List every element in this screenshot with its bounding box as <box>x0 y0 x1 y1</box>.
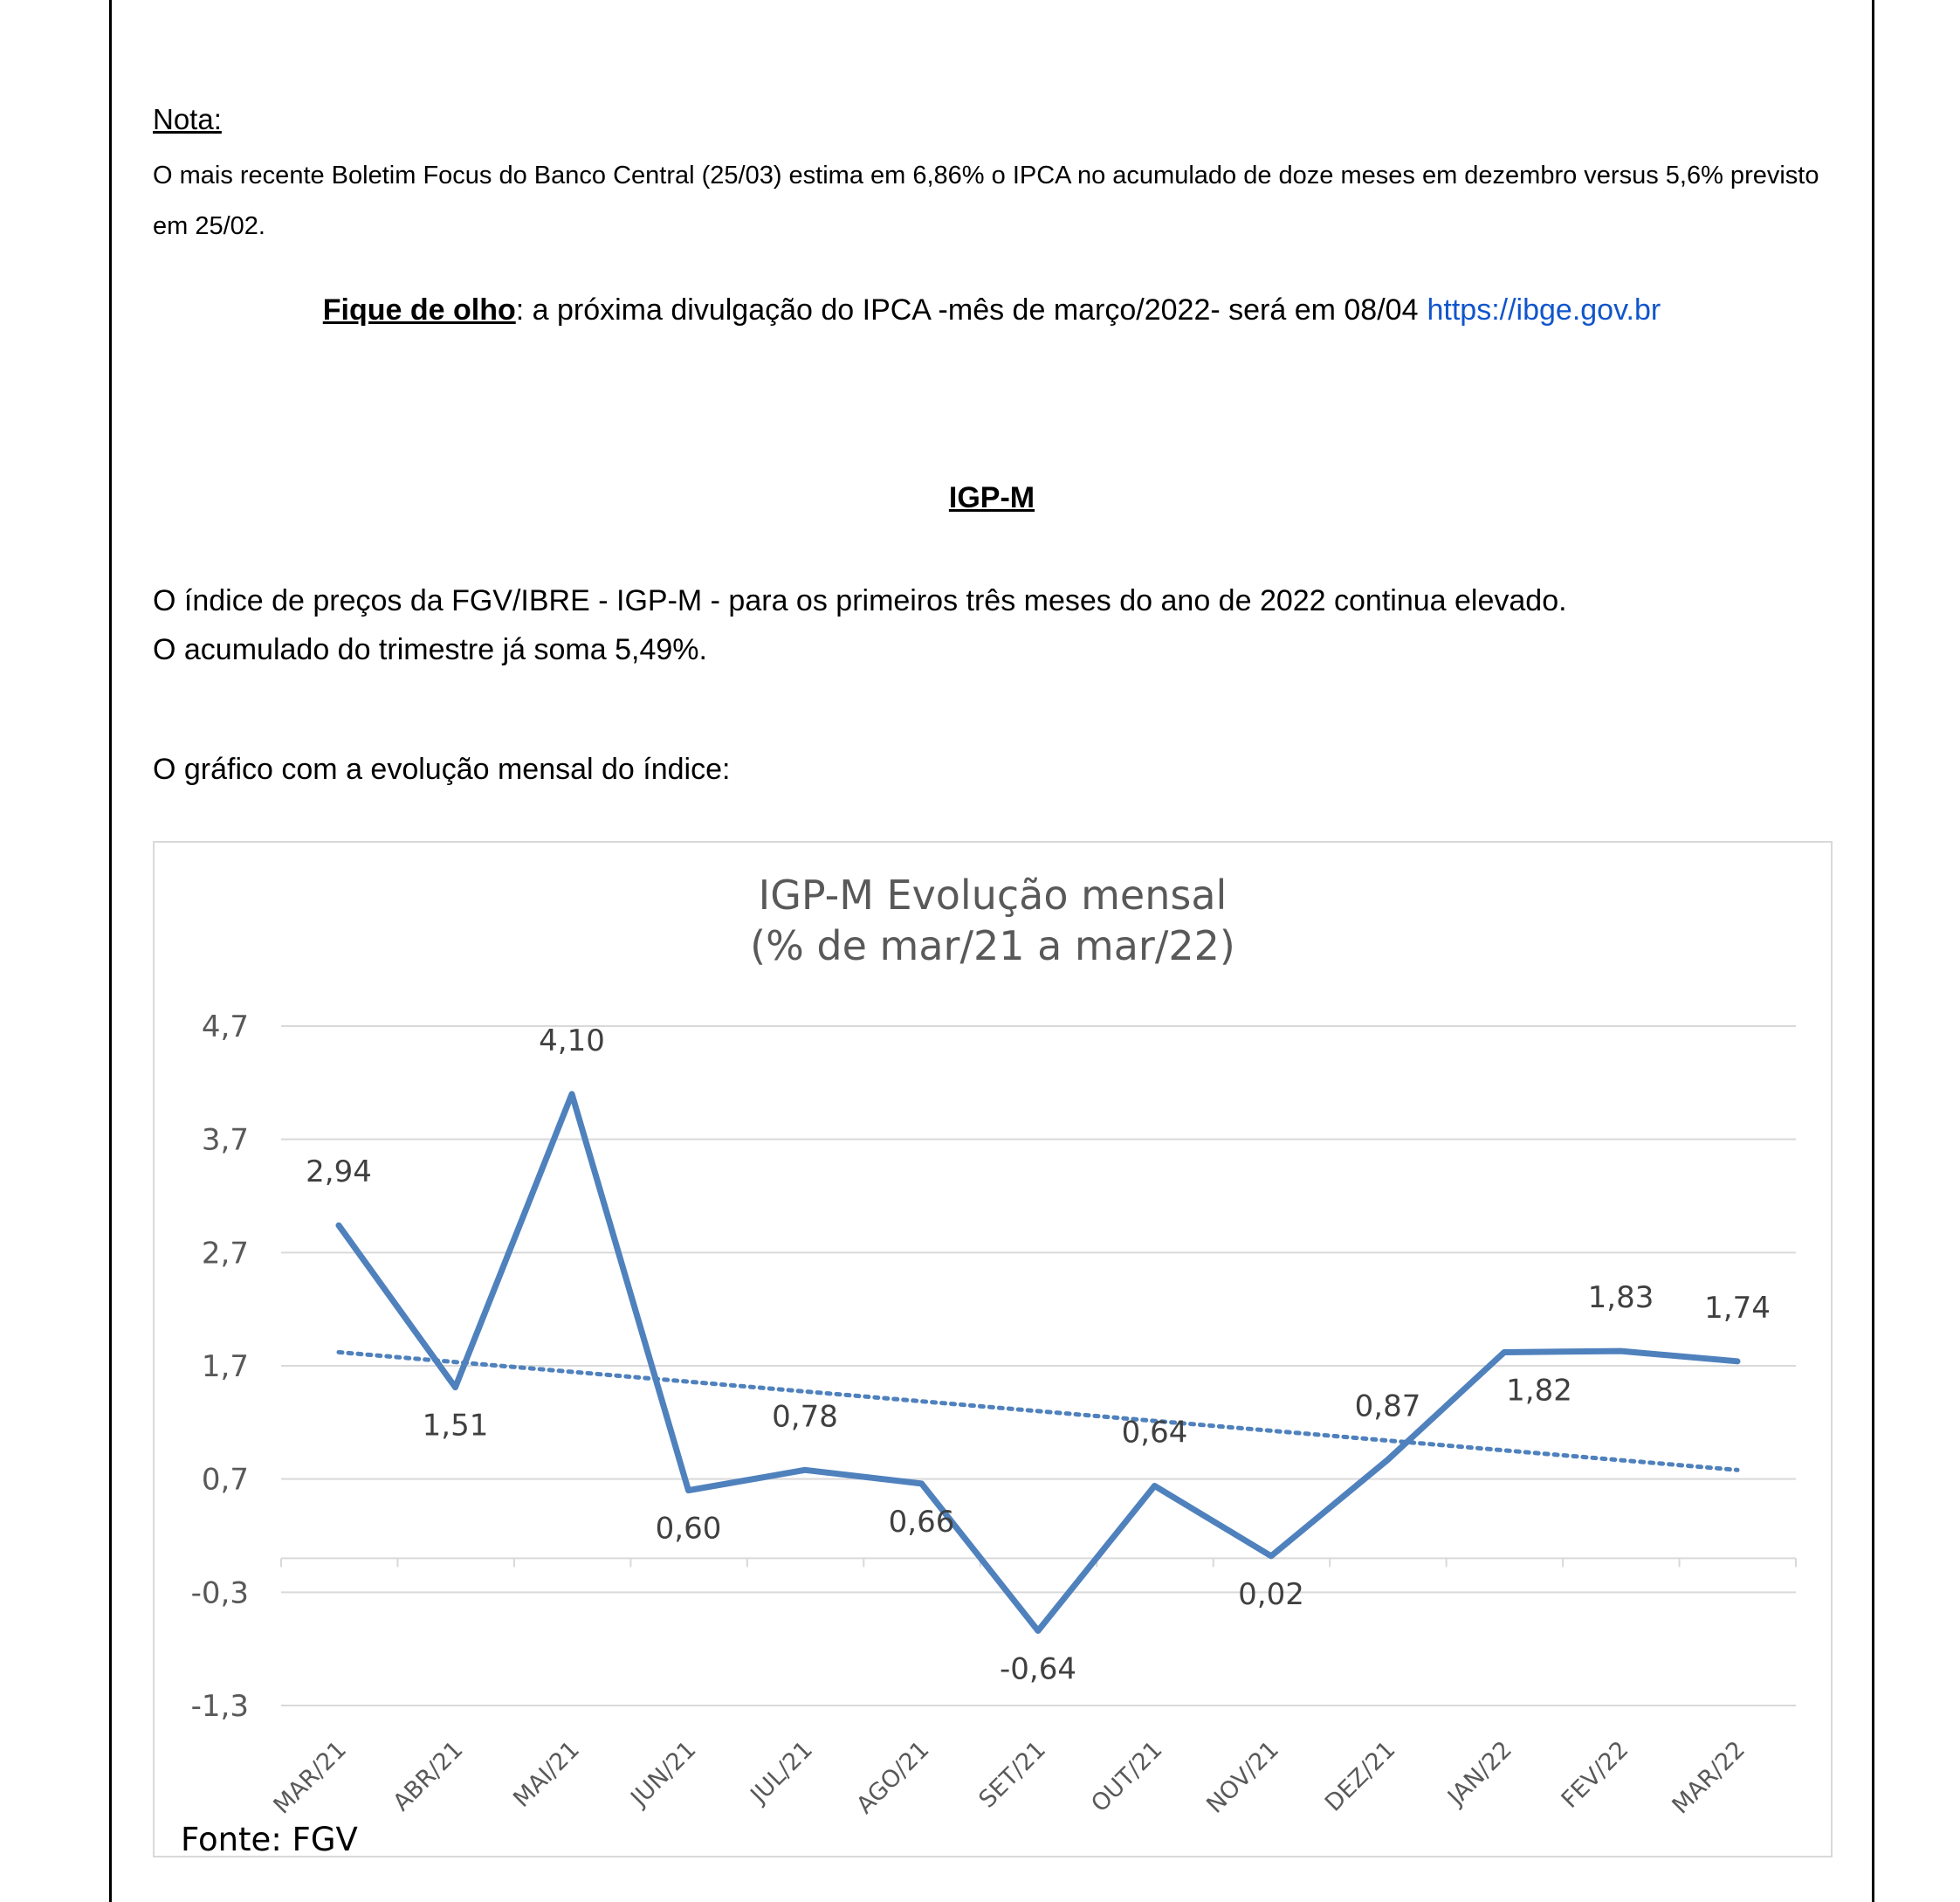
x-tick-label: MAR/21 <box>268 1736 352 1820</box>
data-point <box>1502 1349 1507 1354</box>
chart-source: Fonte: FGV <box>181 1821 358 1858</box>
data-label: 1,74 <box>1704 1290 1771 1326</box>
data-label: 1,83 <box>1587 1280 1654 1316</box>
data-label: 0,78 <box>772 1399 838 1435</box>
data-point <box>1735 1359 1740 1364</box>
fique-de-olho-line <box>112 293 1872 327</box>
data-point <box>569 1092 574 1097</box>
y-tick-label: -1,3 <box>190 1689 249 1724</box>
y-tick-label: 0,7 <box>201 1462 249 1498</box>
intro-line-2: O acumulado do trimestre já soma 5,49%. <box>153 633 707 666</box>
x-tick-label: OUT/21 <box>1086 1736 1168 1818</box>
x-tick-label: MAR/22 <box>1667 1736 1750 1820</box>
data-point <box>453 1385 458 1390</box>
x-tick-label: JAN/22 <box>1442 1736 1517 1811</box>
trendline <box>339 1352 1737 1470</box>
x-tick-label: FEV/22 <box>1556 1736 1634 1814</box>
chart-subtitle: (% de mar/21 a mar/22) <box>750 922 1235 969</box>
data-point <box>336 1223 341 1228</box>
chart-container <box>153 841 1833 1857</box>
note-text: O mais recente Boletim Focus do Banco Central (25/03) estima em 6,86% o IPCA no acumulado de doze meses em dezembro versus 5,6% previsto em 25/02. <box>153 162 1819 240</box>
x-tick-label: MAI/21 <box>508 1736 585 1813</box>
data-point <box>1269 1554 1274 1559</box>
intro-paragraph <box>153 576 1567 674</box>
data-label: 0,02 <box>1238 1576 1304 1612</box>
fique-de-olho-label: Fique de olho <box>322 293 516 327</box>
document-page <box>109 0 1874 1902</box>
x-tick-label: JUN/21 <box>625 1736 702 1812</box>
x-tick-label: ABR/21 <box>388 1736 469 1817</box>
data-label: 1,51 <box>422 1408 489 1444</box>
data-point <box>919 1481 925 1486</box>
data-label: 0,66 <box>888 1504 955 1540</box>
chart-intro-paragraph: O gráfico com a evolução mensal do índice: <box>153 753 731 786</box>
section-title: IGP-M <box>948 481 1035 514</box>
data-point <box>1035 1628 1041 1633</box>
data-label: 0,60 <box>655 1511 722 1547</box>
chart-svg <box>155 843 1831 1856</box>
series-line <box>339 1094 1737 1631</box>
x-tick-label: SET/21 <box>973 1736 1051 1814</box>
data-label: 0,64 <box>1121 1415 1188 1451</box>
data-point <box>686 1488 691 1493</box>
data-point <box>1619 1348 1624 1354</box>
ibge-link[interactable]: https://ibge.gov.br <box>1427 293 1661 327</box>
y-tick-label: 3,7 <box>201 1122 249 1158</box>
fique-de-olho-text: : a próxima divulgação do IPCA -mês de março/2022- será em 08/04 <box>515 293 1419 327</box>
data-label: 2,94 <box>306 1154 372 1190</box>
data-label: 0,87 <box>1354 1389 1421 1424</box>
x-tick-label: AGO/21 <box>851 1736 935 1820</box>
y-tick-label: 1,7 <box>201 1349 249 1384</box>
x-tick-label: JUL/21 <box>746 1736 818 1809</box>
y-tick-label: -0,3 <box>190 1575 249 1611</box>
intro-line-1: O índice de preços da FGV/IBRE - IGP-M - para os primeiros três meses do ano de 2022 continua elevado. <box>153 584 1567 617</box>
data-label: 1,82 <box>1506 1373 1572 1409</box>
x-tick-label: NOV/21 <box>1201 1736 1284 1819</box>
data-label: -0,64 <box>1000 1651 1076 1687</box>
x-tick-label: DEZ/21 <box>1319 1736 1401 1817</box>
data-point <box>1386 1458 1391 1463</box>
y-tick-label: 4,7 <box>201 1010 249 1044</box>
data-point <box>1152 1483 1158 1488</box>
note-label: Nota: <box>153 103 222 135</box>
chart-title: IGP-M Evolução mensal <box>758 872 1228 919</box>
y-tick-label: 2,7 <box>201 1236 249 1271</box>
data-label: 4,10 <box>539 1023 605 1058</box>
data-point <box>802 1467 808 1472</box>
